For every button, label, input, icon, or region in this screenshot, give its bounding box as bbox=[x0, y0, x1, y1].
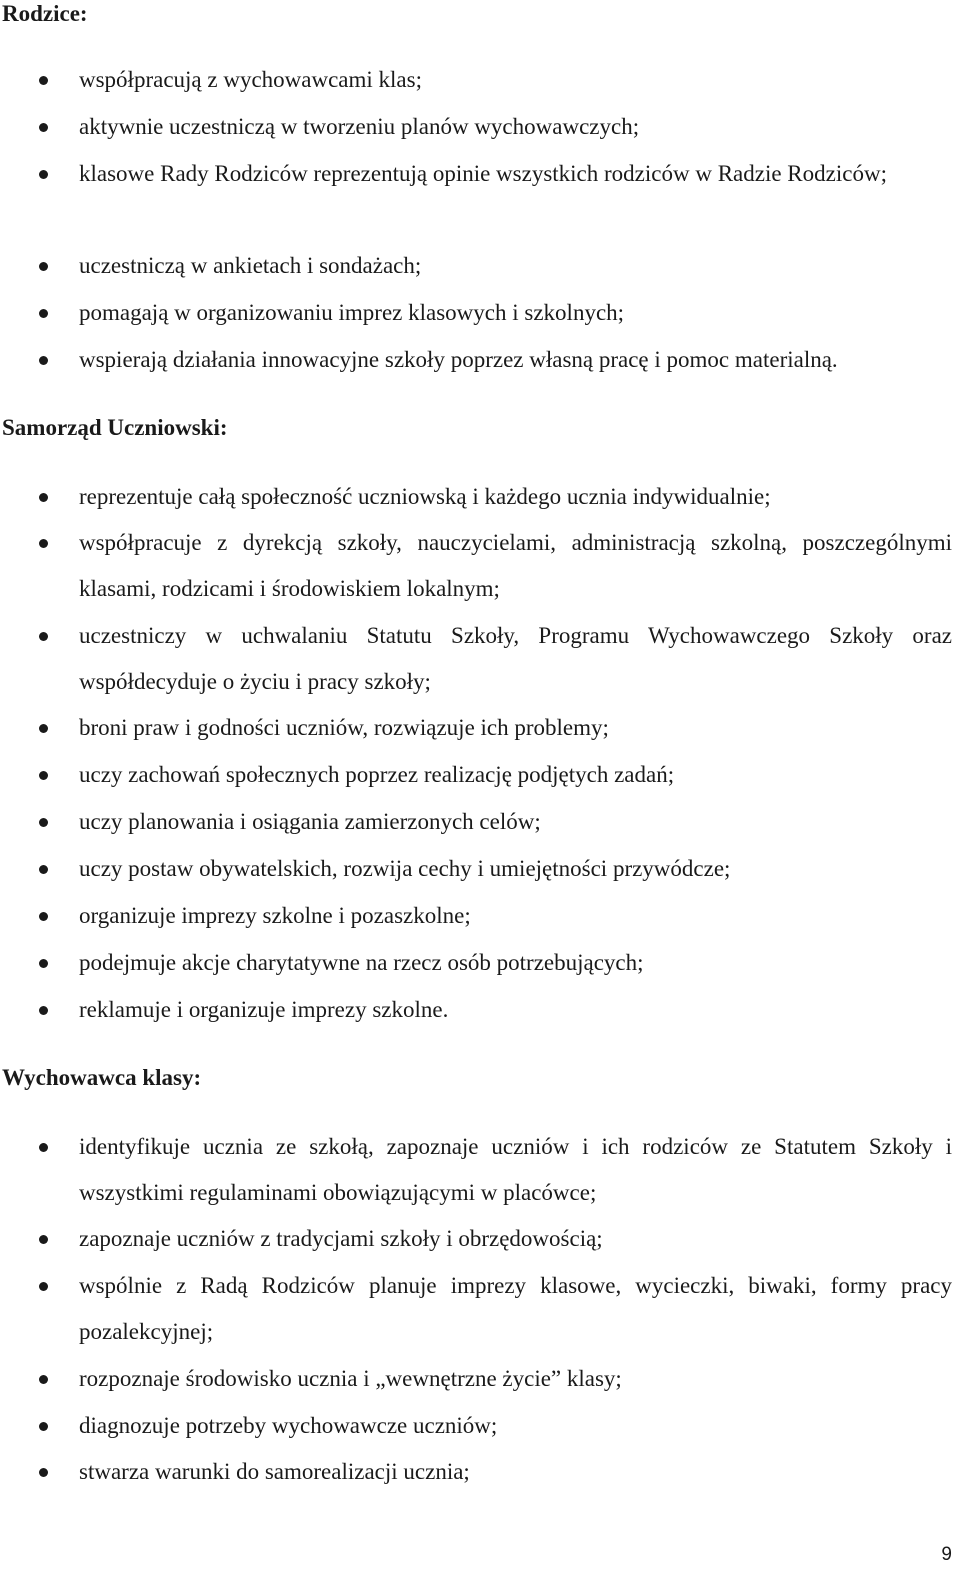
list-item-text: wspólnie z Radą Rodziców planuje imprezy klasowe, wycieczki, biwaki, formy pracy pozalekcyjnej; bbox=[79, 1273, 952, 1344]
bullet-icon bbox=[39, 912, 48, 921]
bullet-icon bbox=[39, 1375, 48, 1384]
bullet-icon bbox=[39, 1282, 48, 1291]
bullet-icon bbox=[39, 959, 48, 968]
bullet-icon bbox=[39, 170, 48, 179]
list-item-text: pomagają w organizowaniu imprez klasowych i szkolnych; bbox=[79, 300, 625, 325]
bullet-icon bbox=[39, 865, 48, 874]
list-item-text: uczy planowania i osiągania zamierzonych celów; bbox=[79, 809, 541, 834]
list-item-text: diagnozuje potrzeby wychowawcze uczniów; bbox=[79, 1413, 498, 1438]
bullet-icon bbox=[39, 539, 48, 548]
list-item-text: organizuje imprezy szkolne i pozaszkolne; bbox=[79, 903, 471, 928]
bullet-icon bbox=[39, 309, 48, 318]
bullet-icon bbox=[39, 76, 48, 85]
list-item-text: uczy zachowań społecznych poprzez realizację podjętych zadań; bbox=[79, 762, 675, 787]
section-heading-wychowawca: Wychowawca klasy: bbox=[2, 1065, 202, 1090]
bullet-icon bbox=[39, 771, 48, 780]
list-item-text: aktywnie uczestniczą w tworzeniu planów wychowawczych; bbox=[79, 114, 640, 139]
list-item-text: klasowe Rady Rodziców reprezentują opinie wszystkich rodziców w Radzie Rodziców; bbox=[79, 161, 887, 186]
bullet-icon bbox=[39, 1006, 48, 1015]
section-heading-rodzice: Rodzice: bbox=[2, 1, 88, 26]
bullet-icon bbox=[39, 724, 48, 733]
bullet-icon bbox=[39, 356, 48, 365]
list-item-text: broni praw i godności uczniów, rozwiązuje ich problemy; bbox=[79, 715, 609, 740]
bullet-icon bbox=[39, 632, 48, 641]
bullet-icon bbox=[39, 1143, 48, 1152]
page-number: 9 bbox=[941, 1544, 952, 1565]
list-item-text: identyfikuje ucznia ze szkołą, zapoznaje uczniów i ich rodziców ze Statutem Szkoły i wszystkimi regulaminami obowiązującymi w placówce; bbox=[79, 1134, 952, 1205]
bullet-icon bbox=[39, 1235, 48, 1244]
list-item-text: rozpoznaje środowisko ucznia i „wewnętrzne życie” klasy; bbox=[79, 1366, 622, 1391]
list-item-text: reprezentuje całą społeczność uczniowską i każdego ucznia indywidualnie; bbox=[79, 484, 771, 509]
list-item-text: uczestniczy w uchwalaniu Statutu Szkoły, Programu Wychowawczego Szkoły oraz współdecyduje o życiu i pracy szkoły; bbox=[79, 623, 952, 694]
list-item-text: uczestniczą w ankietach i sondażach; bbox=[79, 253, 422, 278]
list-item-text: współpracują z wychowawcami klas; bbox=[79, 67, 422, 92]
list-item-text: zapoznaje uczniów z tradycjami szkoły i obrzędowością; bbox=[79, 1226, 603, 1251]
bullet-icon bbox=[39, 818, 48, 827]
list-item-text: reklamuje i organizuje imprezy szkolne. bbox=[79, 997, 449, 1022]
section-heading-samorzad: Samorząd Uczniowski: bbox=[2, 415, 228, 440]
bullet-icon bbox=[39, 1468, 48, 1477]
list-item-text: podejmuje akcje charytatywne na rzecz osób potrzebujących; bbox=[79, 950, 644, 975]
bullet-icon bbox=[39, 262, 48, 271]
list-item-text: współpracuje z dyrekcją szkoły, nauczycielami, administracją szkolną, poszczególnymi klasami, rodzicami i środowiskiem lokalnym; bbox=[79, 530, 952, 601]
bullet-icon bbox=[39, 1422, 48, 1431]
list-item-text: uczy postaw obywatelskich, rozwija cechy i umiejętności przywódcze; bbox=[79, 856, 731, 881]
list-item-text: wspierają działania innowacyjne szkoły poprzez własną pracę i pomoc materialną. bbox=[79, 347, 838, 372]
list-item-text: stwarza warunki do samorealizacji ucznia; bbox=[79, 1459, 470, 1484]
bullet-icon bbox=[39, 493, 48, 502]
bullet-icon bbox=[39, 123, 48, 132]
